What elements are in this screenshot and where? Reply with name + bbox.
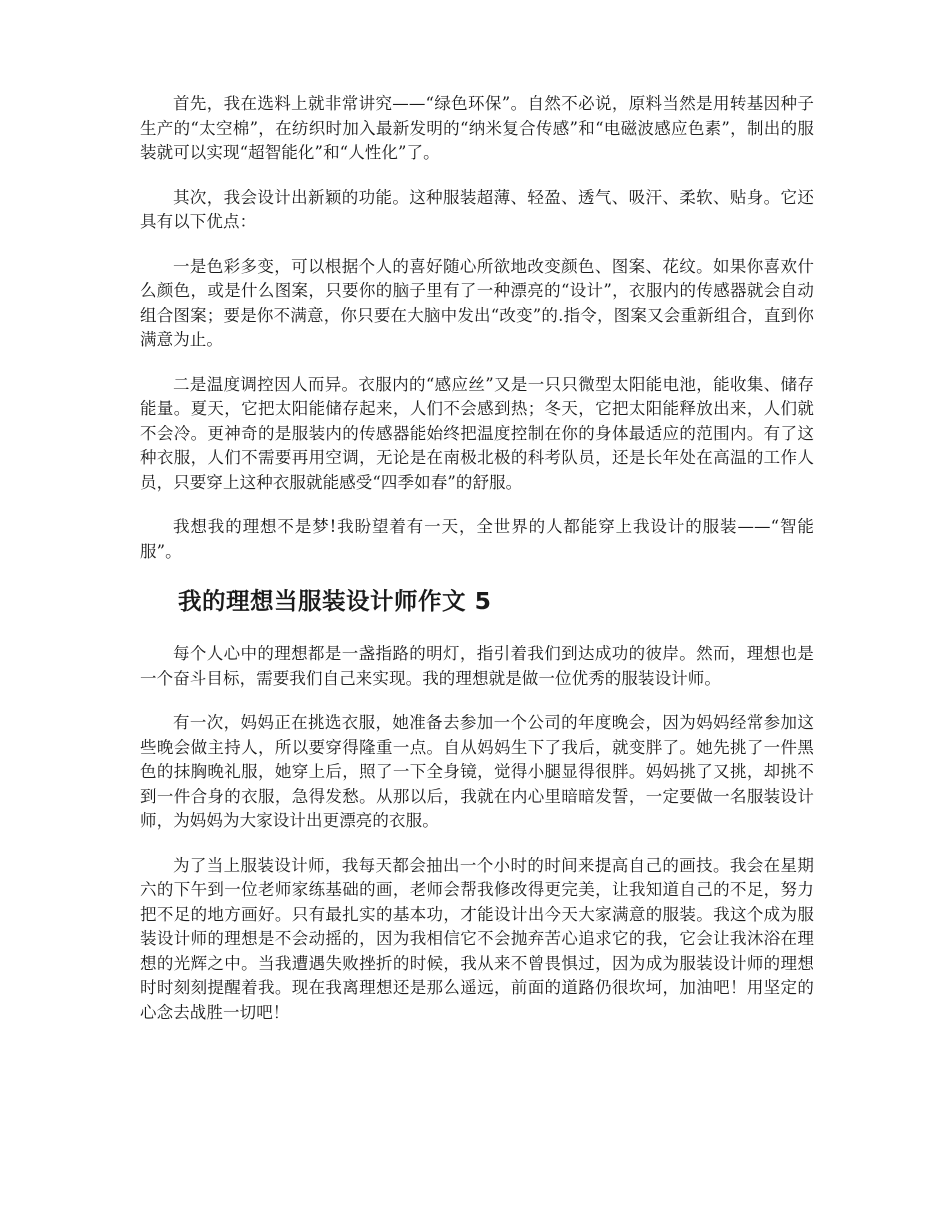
- paragraph-dream: 我想我的理想不是梦!我盼望着有一天，全世界的人都能穿上我设计的服装——“智能服”。: [140, 517, 814, 561]
- paragraph-functions: 其次，我会设计出新颖的功能。这种服装超薄、轻盈、透气、吸汗、柔软、贴身。它还具有以下优点：: [140, 187, 814, 231]
- document-page: [140, 92, 814, 1045]
- paragraph-color-change: 一是色彩多变，可以根据个人的喜好随心所欲地改变颜色、图案、花纹。如果你喜欢什么颜色，或是什么图案，只要你的脑子里有了一种漂亮的“设计”，衣服内的传感器就会自动组合图案；要是你不满意，你只要在大脑中发出“改变”的.指令，图案又会重新组合，直到你满意为止。: [140, 256, 814, 349]
- essay-heading: 我的理想当服装设计师作文 5: [178, 587, 492, 615]
- paragraph-practice: 为了当上服装设计师，我每天都会抽出一个小时的时间来提高自己的画技。我会在星期六的下午到一位老师家练基础的画，老师会帮我修改得更完美，让我知道自己的不足，努力把不足的地方画好。只有最扎实的基本功，才能设计出今天大家满意的服装。我这个成为服装设计师的理想是不会动摇的，因为我相信它不会抛弃苦心追求它的我，它会让我沐浴在理想的光辉之中。当我遭遇失败挫折的时候，我从来不曾畏惧过，因为成为服装设计师的理想时时刻刻提醒着我。现在我离理想还是那么遥远，前面的道路仍很坎坷，加油吧！用坚定的心念去战胜一切吧！: [140, 855, 814, 1022]
- paragraph-material: 首先，我在选料上就非常讲究——“绿色环保”。自然不必说，原料当然是用转基因种子生产的“太空棉”，在纺织时加入最新发明的“纳米复合传感”和“电磁波感应色素”，制出的服装就可以实现“超智能化”和“人性化”了。: [140, 94, 814, 162]
- paragraph-ideal-intro: 每个人心中的理想都是一盏指路的明灯，指引着我们到达成功的彼岸。然而，理想也是一个奋斗目标，需要我们自己来实现。我的理想就是做一位优秀的服装设计师。: [140, 644, 814, 688]
- paragraph-temperature: 二是温度调控因人而异。衣服内的“感应丝”又是一只只微型太阳能电池，能收集、储存能量。夏天，它把太阳能储存起来，人们不会感到热；冬天，它把太阳能释放出来，人们就不会冷。更神奇的是服装内的传感器能始终把温度控制在你的身体最适应的范围内。有了这种衣服，人们不需要再用空调，无论是在南极北极的科考队员，还是长年处在高温的工作人员，只要穿上这种衣服就能感受“四季如春”的舒服。: [140, 374, 814, 492]
- paragraph-mother-story: 有一次，妈妈正在挑选衣服，她准备去参加一个公司的年度晚会，因为妈妈经常参加这些晚会做主持人，所以要穿得隆重一点。自从妈妈生下了我后，就变胖了。她先挑了一件黑色的抹胸晚礼服，她穿上后，照了一下全身镜，觉得小腿显得很胖。妈妈挑了又挑，却挑不到一件合身的衣服，急得发愁。从那以后，我就在内心里暗暗发誓，一定要做一名服装设计师，为妈妈为大家设计出更漂亮的衣服。: [140, 713, 814, 830]
